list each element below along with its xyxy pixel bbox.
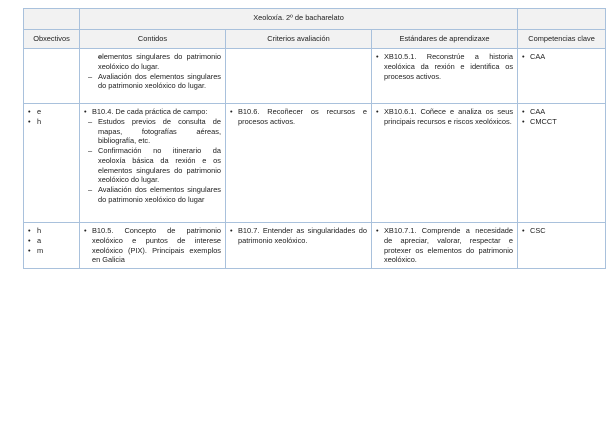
table-header-row: [24, 30, 606, 49]
competence-item: • CMCCT: [522, 117, 601, 127]
standard-item: • XB10.5.1. Reconstrúe a historia xeolóxica da rexión e identifica os procesos activos.: [376, 52, 513, 81]
standards-cell: [372, 104, 518, 223]
standards-cell: [372, 223, 518, 269]
header-competences: Competencias clave: [518, 30, 606, 49]
objective-item: • a: [28, 236, 75, 246]
objectives-cell: [24, 49, 80, 104]
objective-item: • m: [28, 246, 75, 256]
standards-cell: [372, 49, 518, 104]
criterion-item: • B10.6. Recoñecer os recursos e procesos activos.: [230, 107, 367, 127]
title-blank-cell: [24, 9, 80, 30]
contents-dash-item: – Avaliación dos elementos singulares do patrimonio xeolóxico do lugar.: [88, 72, 221, 92]
objective-item: • h: [28, 117, 75, 127]
competences-cell: [518, 49, 606, 104]
contents-dash-item: – Estudos previos de consulta de mapas, fotografías aéreas, bibliografía, etc.: [88, 117, 221, 146]
contents-cell: [80, 104, 226, 223]
table-row: [24, 49, 606, 104]
competences-cell: [518, 223, 606, 269]
header-standards: Estándares de aprendizaxe: [372, 30, 518, 49]
table-title: Xeoloxía. 2º de bacharelato: [80, 9, 518, 30]
contents-continuation: – elementos singulares do patrimonio xeolóxico do lugar.: [98, 52, 221, 72]
objectives-cell: [24, 104, 80, 223]
competence-item: • CSC: [522, 226, 601, 236]
competence-item: • CAA: [522, 52, 601, 62]
objectives-cell: [24, 223, 80, 269]
contents-cell: [80, 49, 226, 104]
objective-item: • e: [28, 107, 75, 117]
competences-cell: [518, 104, 606, 223]
objective-item: • h: [28, 226, 75, 236]
curriculum-table: [23, 8, 606, 269]
header-objectives: Obxectivos: [24, 30, 80, 49]
contents-dash-item: – Avaliación dos elementos singulares do patrimonio xeolóxico do lugar: [88, 185, 221, 205]
table-row: [24, 104, 606, 223]
standard-item: • XB10.6.1. Coñece e analiza os seus principais recursos e riscos xeolóxicos.: [376, 107, 513, 127]
criteria-cell: [226, 104, 372, 223]
title-blank-cell-right: [518, 9, 606, 30]
criterion-item: • B10.7. Entender as singularidades do patrimonio xeolóxico.: [230, 226, 367, 246]
competence-item: • CAA: [522, 107, 601, 117]
header-contents: Contidos: [80, 30, 226, 49]
criteria-cell: [226, 49, 372, 104]
contents-cell: [80, 223, 226, 269]
table-title-row: [24, 9, 606, 30]
contents-intro: • B10.4. De cada práctica de campo:: [84, 107, 221, 117]
header-criteria: Criterios avaliación: [226, 30, 372, 49]
contents-intro: • B10.5. Concepto de patrimonio xeolóxico e puntos de interese xeolóxico (PIX). Principais exemplos en Galicia: [84, 226, 221, 265]
contents-dash-item: – Confirmación no itinerario da xeoloxía básica da rexión e os elementos singulares do patrimonio xeolóxico do lugar.: [88, 146, 221, 185]
standard-item: • XB10.7.1. Comprende a necesidade de apreciar, valorar, respectar e protexer os elementos do patrimonio xeolóxico.: [376, 226, 513, 265]
criteria-cell: [226, 223, 372, 269]
table-row: [24, 223, 606, 269]
